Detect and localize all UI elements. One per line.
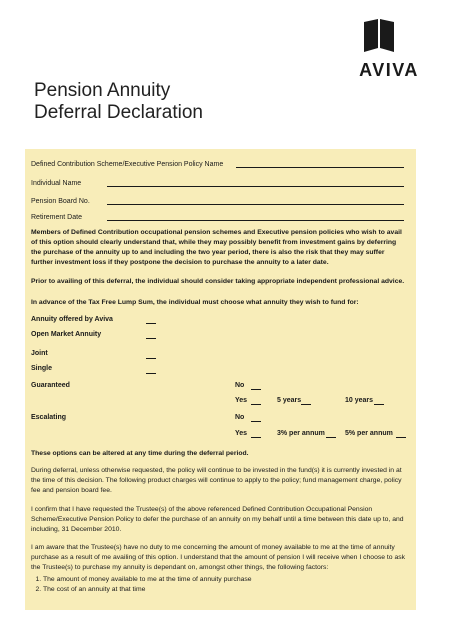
members-paragraph: Members of Defined Contribution occupational pension schemes and Executive pension policies who wish to avail of this option should clearly understand that, while they may possibly benefit from investment gains by deferring the purchase of the annuity up to and including the two year period, there is also the risk that they may suffer further investment loss if they postpone the decision to purchase the annuity to a later date. [31,229,402,266]
altered-paragraph: These options can be altered at any time during the deferral period. [31,450,249,457]
retirement-date-field[interactable] [107,220,404,221]
guaranteed-yes-label: Yes [235,397,248,404]
guaranteed-label: Guaranteed [31,382,70,389]
form-panel [25,149,416,610]
escalating-no-checkbox[interactable] [251,421,261,422]
escalating-no-label: No [235,414,245,421]
ten-years-checkbox[interactable] [374,404,384,405]
board-no-label: Pension Board No. [31,198,90,205]
board-no-field[interactable] [107,204,404,205]
single-label: Single [31,365,53,372]
five-pct-label: 5% per annum [345,430,393,437]
factors-list [31,575,408,595]
scheme-name-field[interactable] [236,167,404,168]
factor-item-2: 2. The cost of an annuity at that time [43,585,408,595]
retirement-date-label: Retirement Date [31,214,82,221]
annuity-aviva-checkbox[interactable] [146,323,156,324]
five-years-checkbox[interactable] [301,404,311,405]
escalating-label: Escalating [31,414,67,421]
title-line-2: Deferral Declaration [34,102,203,123]
open-market-label: Open Market Annuity [31,331,102,338]
three-pct-checkbox[interactable] [326,437,336,438]
escalating-yes-checkbox[interactable] [251,437,261,438]
title-line-1: Pension Annuity [34,80,171,101]
factor-item-1: 1. The amount of money available to me at the time of annuity purchase [43,575,408,585]
individual-name-label: Individual Name [31,180,82,187]
single-checkbox[interactable] [146,373,156,374]
five-pct-checkbox[interactable] [396,437,406,438]
three-pct-label: 3% per annum [277,430,325,437]
page-title [34,80,203,124]
choice-paragraph: In advance of the Tax Free Lump Sum, the individual must choose what annuity they wish to fund for: [31,299,359,306]
escalating-yes-label: Yes [235,430,248,437]
guaranteed-no-checkbox[interactable] [251,389,261,390]
open-market-checkbox[interactable] [146,338,156,339]
confirm-paragraph: I confirm that I have requested the Trustee(s) of the above referenced Defined Contribution Occupational Pension Scheme/Executive Pension Policy to defer the purchase of an annuity on my behalf until a time between this date up to, and including, 31 December 2010. [31,506,404,533]
scheme-name-label: Defined Contribution Scheme/Executive Pension Policy Name [31,161,224,168]
guaranteed-no-label: No [235,382,245,389]
ten-years-label: 10 years [345,397,374,404]
logo-wordmark: AVIVA [359,60,419,80]
guaranteed-yes-checkbox[interactable] [251,404,261,405]
aviva-logo-icon [362,18,396,60]
deferral-paragraph: During deferral, unless otherwise requested, the policy will continue to be invested in the fund(s) it is currently invested in at the time of this decision. The following product charges will continue to apply to the policy; fund management charge, policy fee and pension board fee. [31,467,402,494]
five-years-label: 5 years [277,397,302,404]
individual-name-field[interactable] [107,186,404,187]
annuity-aviva-label: Annuity offered by Aviva [31,316,113,323]
advice-paragraph: Prior to availing of this deferral, the individual should consider taking appropriate independent professional advice. [31,278,405,285]
joint-label: Joint [31,350,48,357]
aware-paragraph: I am aware that the Trustee(s) have no duty to me concerning the amount of money available to me at the time of annuity purchase as a result of me availing of this option. I understand that the amount of pension I will receive when I choose to ask the Trustee(s) to purchase my annuity is dependant on, amongst other things, the following factors: [31,544,406,571]
joint-checkbox[interactable] [146,358,156,359]
